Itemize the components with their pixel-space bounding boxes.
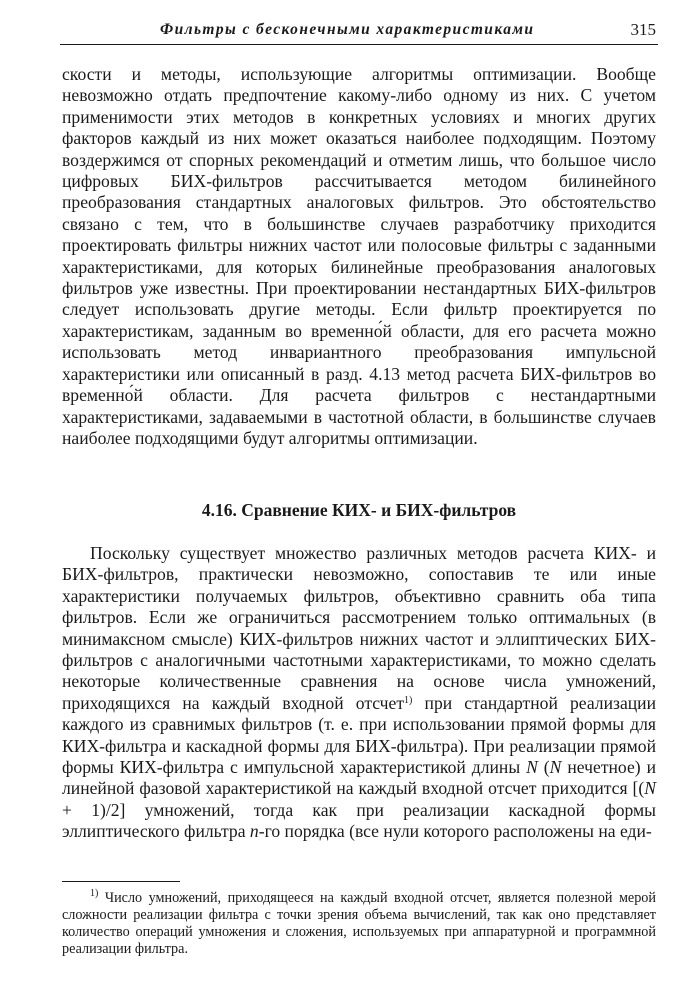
math-symbol-N: N	[526, 757, 538, 778]
footnote-reference: 1)	[404, 694, 413, 706]
footnote-marker: 1)	[90, 888, 99, 899]
paragraph-text-a: Поскольку существует множество различных методов расчета КИХ- и БИХ-фильтров, практически невозможно, сопоставив те или иные характеристики получаемых фильтров, объективно сравнить оба типа фильтров. Если же ограничиться рассмотрением только оптимальных (в минимаксном смысле) КИХ-фильтров нижних частот и эллиптических БИХ-фильтров с аналогичными частотными характеристиками, то можно сделать некоторые количественные сравнения на основе числа умножений, приходящихся на каждый входной отсчет	[62, 543, 656, 713]
math-symbol-N: N	[549, 757, 562, 778]
footnote	[62, 890, 656, 958]
paragraph-text-c: (	[537, 757, 550, 778]
running-title: Фильтры с бесконечными характеристиками	[160, 21, 535, 38]
running-header	[60, 18, 658, 45]
section-heading: 4.16. Сравнение КИХ- и БИХ-фильтров	[201, 500, 517, 520]
footnote-text: Число умножений, приходящееся на каждый входной отсчет, является полезной мерой сложности реализации фильтра с точки зрения объема вычислений, так как оно представляет количество операций умножения и сложения, используемых при аппаратурной и программной реализации фильтра.	[62, 890, 656, 957]
paragraph-continuation: скости и методы, использующие алгоритмы оптимизации. Вообще невозможно отдать предпочтение какому-либо одному из них. С учетом применимости этих методов в конкретных условиях и многих других факторов каждый из них может оказаться наиболее подходящим. Поэтому воздержимся от спорных рекомендаций и отметим лишь, что большое число цифровых БИХ-фильтров рассчитывается методом билинейного преобразования стандартных аналоговых фильтров. Это обстоятельство связано с тем, что в большинстве случаев разработчику приходится проектировать фильтры нижних частот или полосовые фильтры с заданными характеристиками, для которых билинейные преобразования аналоговых фильтров уже известны. При проектировании нестандартных БИХ-фильтров следует использовать другие методы. Если фильтр проектируется по характеристикам, заданным во временно́й области, для его расчета можно использовать метод инвариантного преобразования импульсной характеристики или описанный в разд. 4.13 метод расчета БИХ-фильтров во временно́й области. Для расчета фильтров с нестандартными характеристиками, задаваемыми в частотной области, в большинстве случаев наиболее подходящими будут алгоритмы оптимизации.	[62, 64, 656, 448]
paragraph-text-b: при стандартной реализации каждого из сравнимых фильтров (т. е. при использовании прямой формы для КИХ-фильтра и каскадной формы для БИХ-фильтра). При реализации прямой формы КИХ-фильтра с импульсной характеристикой длины	[62, 692, 656, 778]
math-symbol-N: N	[644, 778, 656, 799]
paragraph-text-f: -го порядка (все нули которого расположены на еди-	[258, 821, 652, 842]
math-symbol-n: n	[249, 821, 259, 842]
page-number: 315	[630, 20, 656, 39]
paragraph-text-d: нечетное) и линейной фазовой характеристикой на каждый входной отсчет приходится [(	[62, 757, 656, 799]
paragraph-comparison	[62, 543, 656, 843]
paragraph-text-e: + 1)/2] умножений, тогда как при реализации каскадной формы эллиптического фильтра	[62, 799, 656, 842]
footnote-divider	[62, 881, 180, 882]
